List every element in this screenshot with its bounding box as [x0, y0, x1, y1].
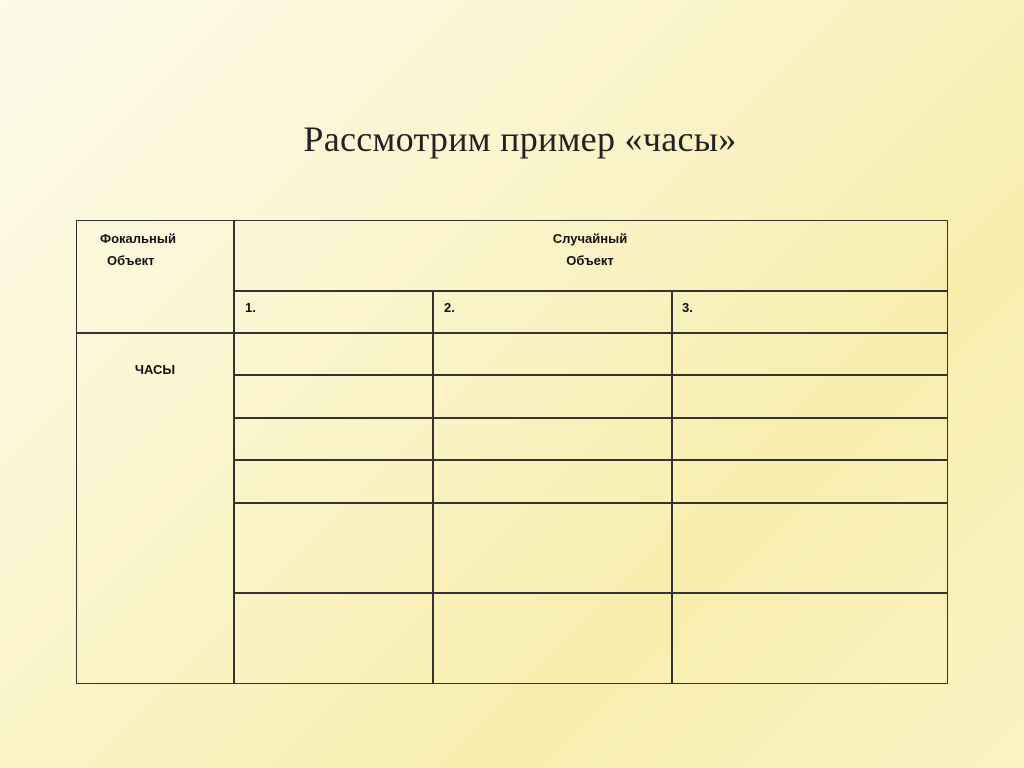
slide-title: Рассмотрим пример «часы» [303, 119, 737, 159]
random-object-header [233, 228, 947, 272]
focal-header-line2: Объект [107, 253, 155, 268]
body-top-divider [77, 332, 947, 334]
row-divider [233, 459, 947, 461]
synectics-table [76, 220, 948, 684]
row-divider [233, 592, 947, 594]
row-divider [233, 374, 947, 376]
focal-header-line1: Фокальный [100, 231, 176, 246]
column-divider [671, 290, 673, 683]
focal-column-divider [233, 221, 235, 683]
random-header-line1: Случайный [552, 231, 628, 246]
column-divider [432, 290, 434, 683]
random-header-line2: Объект [566, 253, 614, 268]
header-divider [233, 290, 947, 292]
focal-object-value: ЧАСЫ [134, 362, 176, 377]
column-header-2: 2. [444, 300, 455, 315]
focal-object-header [87, 228, 207, 272]
row-divider [233, 502, 947, 504]
row-divider [233, 417, 947, 419]
column-header-3: 3. [682, 300, 693, 315]
column-header-1: 1. [245, 300, 256, 315]
